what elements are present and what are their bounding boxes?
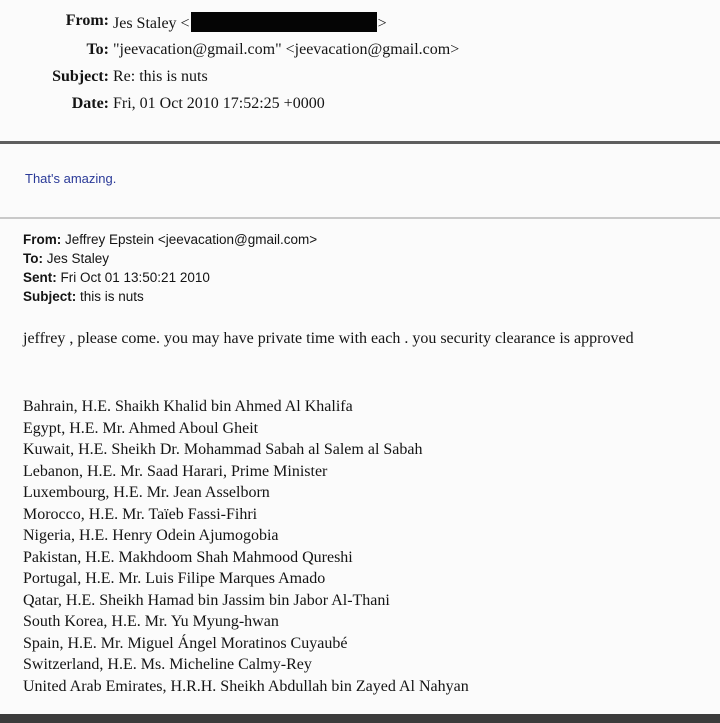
list-item: Portugal, H.E. Mr. Luis Filipe Marques Amado: [23, 570, 326, 587]
outer-date-value: Fri, 01 Oct 2010 17:52:25 +0000: [113, 95, 325, 112]
outer-from-label: From:: [65, 12, 109, 29]
outer-from-open: <: [180, 15, 190, 32]
outer-from-row: [0, 12, 720, 36]
outer-to-label: To:: [86, 41, 109, 58]
list-item: United Arab Emirates, H.R.H. Sheikh Abdullah bin Zayed Al Nahyan: [23, 677, 469, 695]
original-to-row: [23, 251, 109, 266]
list-item: Qatar, H.E. Sheikh Hamad bin Jassim bin Jabor Al-Thani: [23, 591, 390, 609]
original-sent-value: Fri Oct 01 13:50:21 2010: [60, 270, 210, 285]
header-divider: [0, 141, 720, 144]
original-subject-label: Subject:: [23, 289, 77, 304]
outer-subject-row: [0, 68, 720, 92]
outer-date-label: Date:: [71, 95, 109, 112]
outer-from-value: [113, 12, 387, 33]
reply-text: That's amazing.: [25, 171, 117, 186]
original-sent-row: [23, 270, 210, 285]
list-item: Bahrain, H.E. Shaikh Khalid bin Ahmed Al Khalifa: [23, 398, 353, 415]
original-from-label: From:: [23, 232, 62, 247]
list-item: South Korea, H.E. Mr. Yu Myung-hwan: [23, 613, 279, 630]
list-item: Egypt, H.E. Mr. Ahmed Aboul Gheit: [23, 419, 259, 437]
list-item: Nigeria, H.E. Henry Odein Ajumogobia: [23, 527, 279, 544]
outer-date-row: [0, 95, 720, 119]
quote-divider: [0, 217, 720, 219]
message-body: jeffrey , please come. you may have private time with each . you security clearance is approved: [23, 330, 634, 347]
outer-to-row: [0, 41, 720, 65]
original-sent-label: Sent:: [23, 270, 57, 285]
original-subject-value: this is nuts: [80, 289, 144, 304]
outer-from-name: Jes Staley: [113, 15, 177, 32]
bottom-edge-bar: [0, 714, 720, 723]
list-item: Spain, H.E. Mr. Miguel Ángel Moratinos Cuyaubé: [23, 634, 348, 652]
original-to-label: To:: [23, 251, 43, 266]
outer-to-value: "jeevacation@gmail.com" <jeevacation@gmail.com>: [113, 41, 460, 58]
outer-from-close: >: [377, 15, 387, 32]
list-item: Morocco, H.E. Mr. Taïeb Fassi-Fihri: [23, 505, 258, 523]
list-item: Luxembourg, H.E. Mr. Jean Asselborn: [23, 484, 270, 501]
outer-subject-value: Re: this is nuts: [113, 68, 208, 85]
original-to-value: Jes Staley: [46, 251, 110, 266]
delegate-list: [23, 396, 469, 697]
list-item: Kuwait, H.E. Sheikh Dr. Mohammad Sabah al Salem al Sabah: [23, 441, 423, 458]
outer-subject-label: Subject:: [52, 68, 109, 85]
redaction-bar: [191, 12, 377, 32]
list-item: Switzerland, H.E. Ms. Micheline Calmy-Rey: [23, 656, 312, 673]
original-from-row: [23, 232, 317, 247]
list-item: Lebanon, H.E. Mr. Saad Harari, Prime Minister: [23, 462, 328, 480]
original-subject-row: [23, 289, 144, 304]
list-item: Pakistan, H.E. Makhdoom Shah Mahmood Qureshi: [23, 548, 353, 566]
original-from-value: Jeffrey Epstein <jeevacation@gmail.com>: [65, 232, 318, 247]
